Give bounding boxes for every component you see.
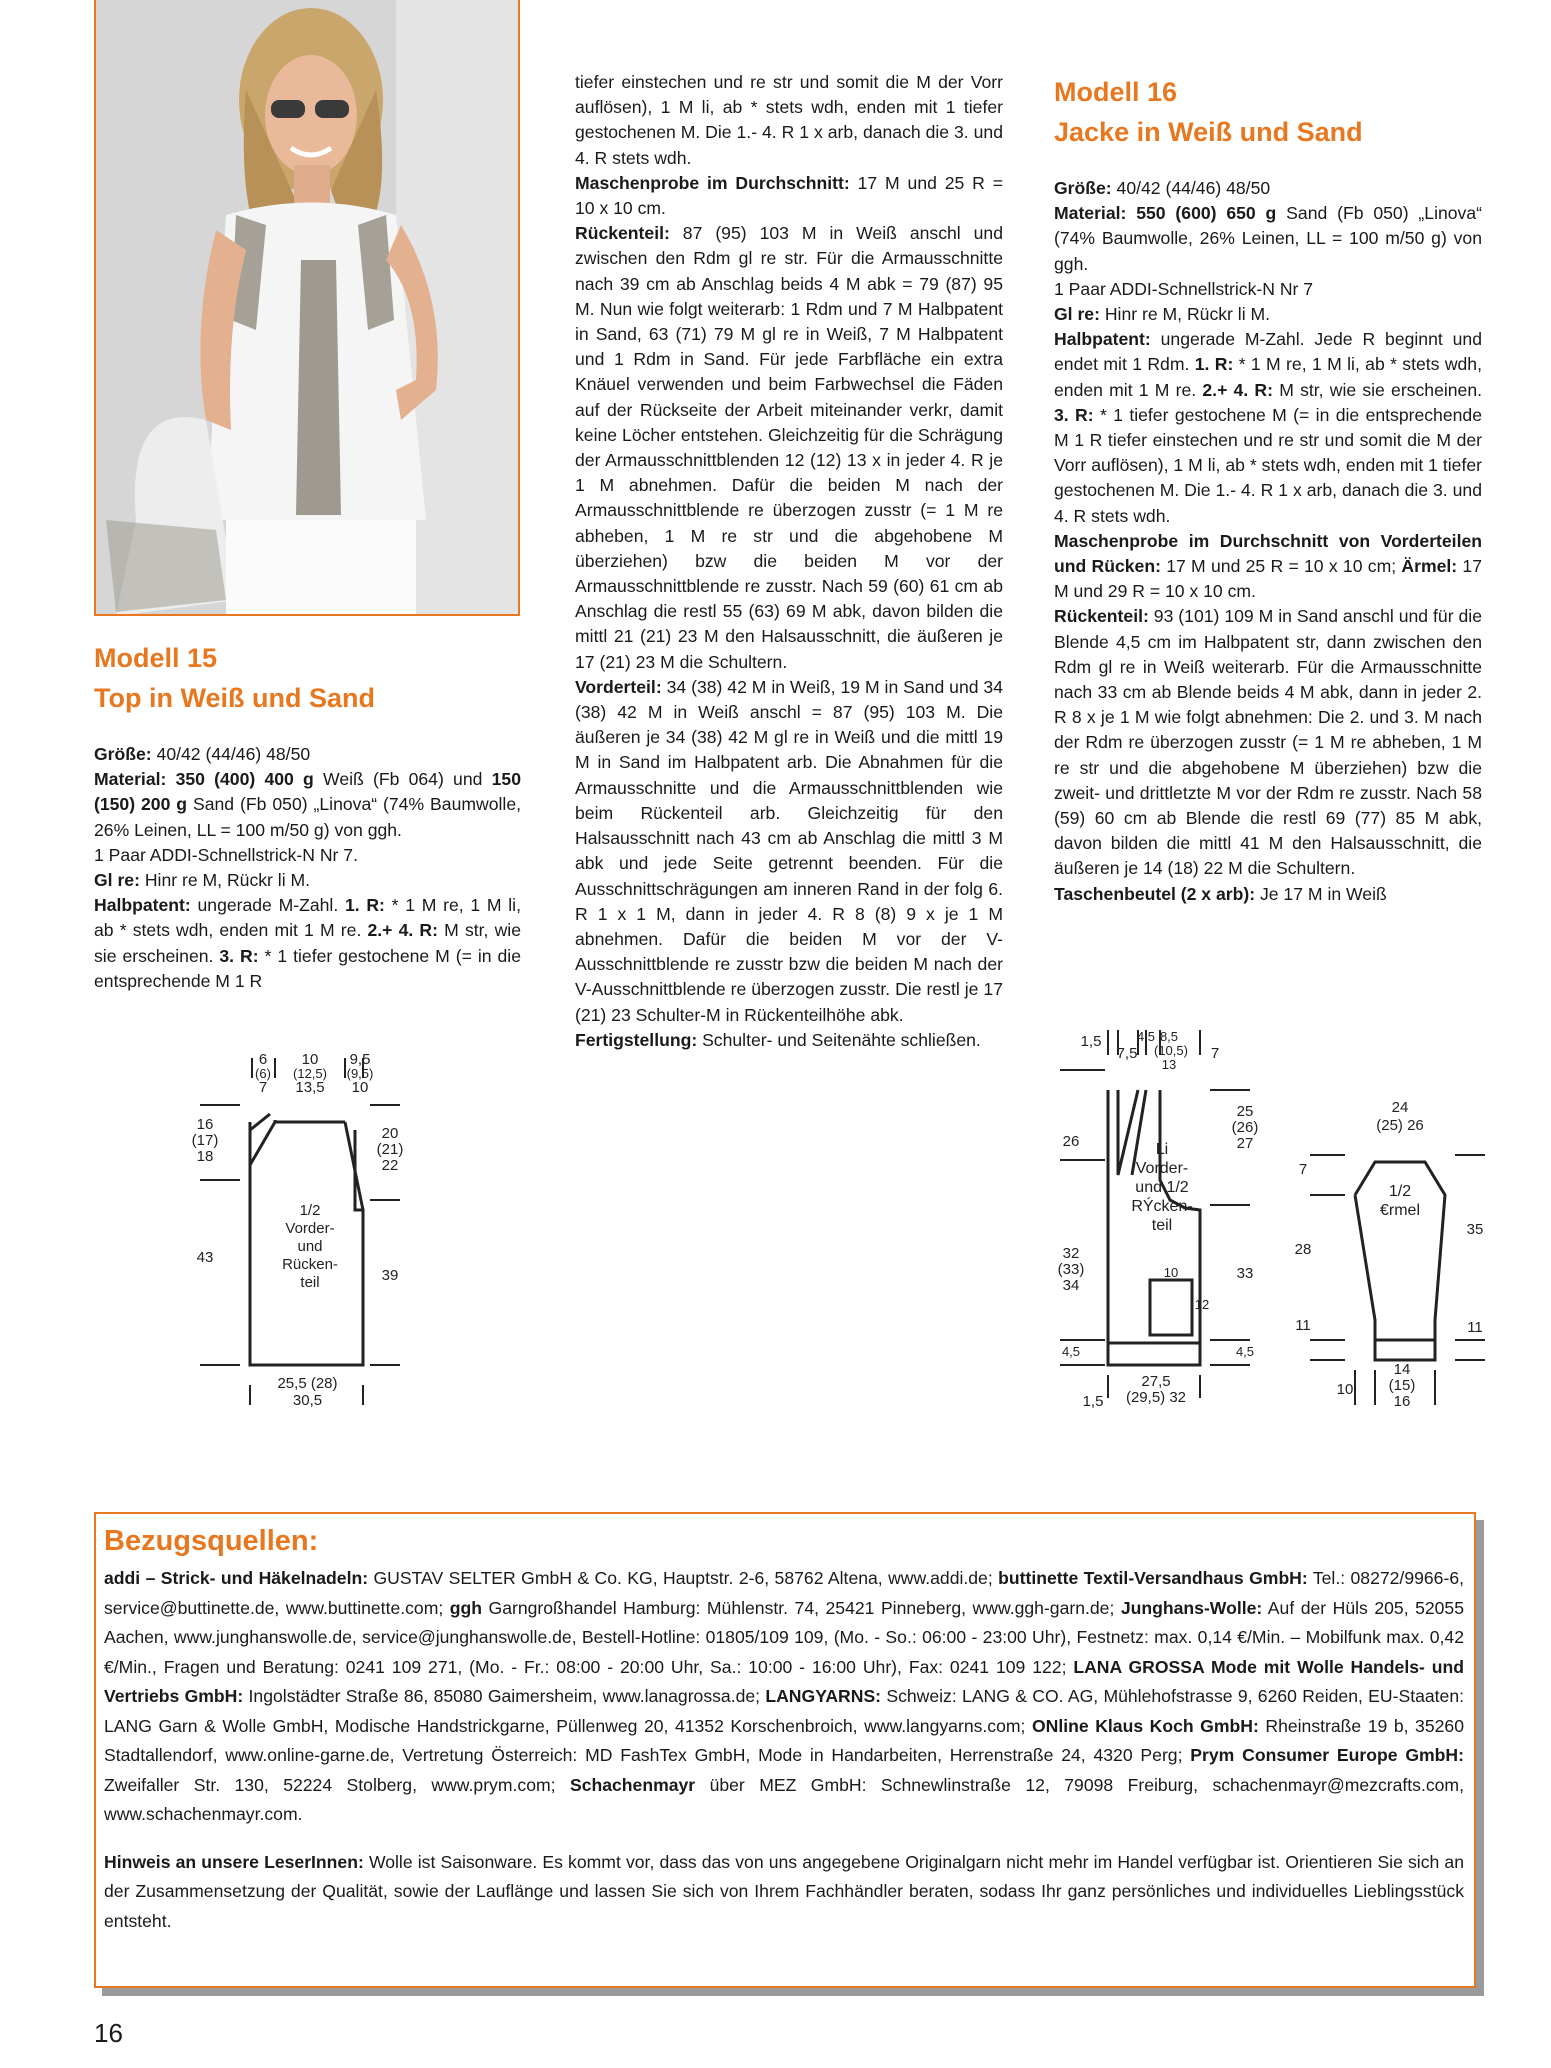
dim-label: 10 xyxy=(351,1079,369,1096)
paragraph xyxy=(1054,882,1482,907)
text: Garngroßhandel Hamburg: Mühlenstr. 74, 25421 Pinneberg, www.ggh-garn.de; xyxy=(482,1597,1121,1618)
model15-heading xyxy=(94,638,375,718)
label: Fertigstellung: xyxy=(575,1029,698,1050)
dim-label: (21) xyxy=(376,1141,404,1158)
page-number: 16 xyxy=(94,2018,123,2048)
dim-label: 25 xyxy=(1236,1103,1254,1120)
paragraph xyxy=(1054,302,1482,327)
model16-sleeve-schematic xyxy=(1290,1100,1490,1420)
model16-front-schematic xyxy=(1050,1030,1290,1420)
dim-label: 16 xyxy=(1393,1393,1411,1410)
label: addi – Strick- und Häkelnadeln: xyxy=(104,1568,369,1588)
dim-label: 1,5 xyxy=(1082,1393,1104,1410)
label-line: 1/2 xyxy=(1388,1183,1412,1200)
label: 1. R: xyxy=(344,895,385,916)
dim-label: 10 xyxy=(301,1051,319,1068)
model15-title: Top in Weiß und Sand xyxy=(94,683,375,713)
text: ungerade M-Zahl. xyxy=(190,895,345,916)
model16-heading xyxy=(1054,72,1363,152)
dim-label: 27,5 xyxy=(1141,1373,1171,1390)
dim-label: 4,5 xyxy=(1061,1344,1081,1359)
label: buttinette Textil-Versandhaus GmbH: xyxy=(998,1568,1308,1588)
box-shadow-right xyxy=(1476,1520,1484,1996)
dim-label: 34 xyxy=(1062,1277,1080,1294)
dim-label: (9,5) xyxy=(346,1066,374,1081)
diagram-center-label xyxy=(1375,1182,1425,1220)
text: * 1 tiefer gestochene M (= in die entsprechende M 1 R tiefer einstechen und re str und somit die M der Vorr auflösen), 1 M li, ab * stets wdh, enden mit 1 tiefer gestochenen M. Die 1.- 4. R 1 x arb, danach die 3. und 4. R stets wdh. xyxy=(1054,404,1482,526)
label-line: €rmel xyxy=(1379,1202,1420,1219)
label: Junghans-Wolle: xyxy=(1120,1597,1263,1618)
dim-label: 14 xyxy=(1393,1361,1411,1378)
text: GUSTAV SELTER GmbH & Co. KG, Hauptstr. 2-6, 58762 Altena, www.addi.de; xyxy=(368,1568,999,1588)
readers-note xyxy=(104,1848,1464,1937)
text: über MEZ GmbH: Schnewlinstraße 12, 79098 Freiburg, schachenmayr@mezcrafts.com, www.schachenmayr.com. xyxy=(104,1774,1464,1824)
text: Zweifaller Str. 130, 52224 Stolberg, www.prym.com; xyxy=(104,1774,570,1795)
dim-label: 26 xyxy=(1062,1133,1080,1150)
dim-label: (12,5) xyxy=(293,1066,327,1081)
dim-label: 7 xyxy=(1210,1045,1220,1062)
text: Sand (Fb 050) „Linova“ (74% Baumwolle, 26% Leinen, LL = 100 m/50 g) von ggh. xyxy=(94,794,521,840)
dim-label: (26) xyxy=(1231,1119,1259,1136)
dim-label: 7,5 xyxy=(1116,1045,1138,1062)
label: 150 (150) 200 g xyxy=(94,769,521,815)
dim-label: 9,5 xyxy=(349,1051,371,1068)
diagram-center-label xyxy=(260,1202,360,1292)
label-line: 1/2 xyxy=(299,1202,321,1219)
label-line: teil xyxy=(1151,1217,1173,1234)
model15-instructions xyxy=(94,742,521,994)
model15-schematic xyxy=(190,1050,430,1410)
paragraph xyxy=(1054,327,1482,529)
text: 40/42 (44/46) 48/50 xyxy=(151,744,311,764)
text: 17 M und 29 R = 10 x 10 cm. xyxy=(1054,556,1482,602)
dim-label: 22 xyxy=(381,1157,399,1174)
label: Gl re: xyxy=(94,870,140,891)
text: Rheinstraße 19 b, 35260 Stadtallendorf, www.online-garne.de, Vertretung Österreich: MD FashTex GmbH, Mode in Handarbeiten, Herrenstraße 24, 4320 Perg; xyxy=(104,1715,1464,1765)
paragraph xyxy=(94,767,521,843)
sources-title: Bezugsquellen: xyxy=(104,1525,319,1557)
label: Taschenbeutel (2 x arb): xyxy=(1054,883,1256,904)
dim-label: 13,5 xyxy=(295,1079,325,1096)
dim-label: 7 xyxy=(1298,1161,1308,1178)
paragraph xyxy=(575,171,1003,221)
paragraph xyxy=(1054,176,1482,201)
text: 93 (101) 109 M in Sand anschl und für die Blende 4,5 cm im Halbpatent str, dann zwischen den Rdm gl re in Weiß weiterarb. Für die Armausschnitte nach 33 cm ab Blende beids 4 M abk, dann in jeder 2. R 8 x je 1 M wie folgt abnehmen: Die 2. und 3. M nach der Rdm re überzogen zusstr (= 1 M re abheben, 1 M re str und die abgehobene M überziehen) bzw die zweit- und drittletzte M vor der Rdm re zusstr. Nach 58 (59) 60 cm ab Blende die restl 69 (77) 85 M abk, davon bilden die mittl 41 M den Halsausschnitt, die äußeren je 14 (18) 22 M die Schultern. xyxy=(1054,606,1482,879)
label-line: RÝcken- xyxy=(1131,1198,1193,1215)
text: * 1 M re, 1 M li, ab * stets wdh, enden mit 1 M re. xyxy=(1054,354,1482,400)
label-line: Vorder- xyxy=(1135,1160,1189,1177)
text: * 1 M re, 1 M li, ab * stets wdh, enden mit 1 M re. xyxy=(94,895,521,941)
text: Ingolstädter Straße 86, 85080 Gaimersheim, www.lanagrossa.de; xyxy=(243,1686,766,1706)
text: Weiß (Fb 064) und xyxy=(313,769,492,790)
dim-label: 10 xyxy=(1336,1381,1354,1398)
paragraph xyxy=(575,675,1003,1028)
label: Material: 550 (600) 650 g xyxy=(1054,203,1277,224)
label: 2.+ 4. R: xyxy=(367,920,438,941)
paragraph xyxy=(1054,201,1482,277)
text: Auf der Hüls 205, 52055 Aachen, www.junghanswolle.de, service@junghanswolle.de, Bestell-Hotline: 01805/109 109, (Mo. - So.: 06:00 - 23:00 Uhr), Festnetz: max. 0,14 €/Min. – Mobilfunk max. 0,42 €/Min., Fragen und Beratung: 0241 109 271, (Mo. - Fr.: 08:00 - 20:00 Uhr, Sa.: 10:00 - 16:00 Uhr), Fax: 0241 109 122; xyxy=(104,1597,1465,1677)
model15-number: Modell 15 xyxy=(94,643,218,673)
dim-label: 28 xyxy=(1294,1241,1312,1258)
label: LANA GROSSA Mode mit Wolle Handels- und Vertriebs GmbH: xyxy=(104,1656,1464,1706)
label: 3. R: xyxy=(219,945,259,966)
label: LANGYARNS: xyxy=(765,1686,882,1706)
dim-label: 18 xyxy=(196,1148,214,1165)
dim-label: 12 xyxy=(1194,1297,1210,1312)
text: Je 17 M in Weiß xyxy=(1255,883,1387,904)
dim-label: 13 xyxy=(1161,1057,1177,1072)
diagram-center-label xyxy=(1122,1140,1202,1235)
dim-label: 39 xyxy=(381,1267,399,1284)
paragraph xyxy=(94,893,521,994)
paragraph xyxy=(575,1028,1003,1053)
dim-label: (29,5) 32 xyxy=(1125,1389,1187,1406)
dim-label: 10 xyxy=(1163,1265,1179,1280)
label: Maschenprobe im Durchschnitt von Vorderteilen und Rücken: xyxy=(1054,530,1482,577)
label: Größe: xyxy=(94,744,152,764)
text: Wolle ist Saisonware. Es kommt vor, dass das von uns angegebene Originalgarn nicht mehr im Handel verfügbar ist. Orientieren Sie sich an der Zusammensetzung der Qualität, sowie der Lauflänge und lassen Sie sich von Ihrem Fachhändler beraten, sodass Ihr ganz persönliches und individuelles Lieblingsstück entsteht. xyxy=(104,1851,1464,1931)
sources-box xyxy=(94,1512,1476,1988)
dim-label: 24 xyxy=(1391,1099,1409,1116)
dim-label: (15) xyxy=(1388,1377,1416,1394)
label-line: Rücken- xyxy=(282,1256,338,1273)
dim-label: 25,5 (28) xyxy=(277,1375,338,1392)
label-line: teil xyxy=(300,1274,320,1291)
sources-list xyxy=(104,1564,1464,1830)
label: 2.+ 4. R: xyxy=(1202,379,1273,400)
text: Hinr re M, Rückr li M. xyxy=(139,870,311,891)
dim-label: 35 xyxy=(1466,1221,1484,1238)
label: Vorderteil: xyxy=(575,676,662,697)
label-line: Vorder- xyxy=(285,1220,335,1237)
box-shadow-bottom xyxy=(102,1988,1484,1996)
paragraph xyxy=(94,742,521,767)
label: Material: 350 (400) 400 g xyxy=(94,769,314,790)
model-photo-illustration xyxy=(96,0,520,616)
label: Hinweis an unsere LeserInnen: xyxy=(104,1851,364,1872)
label-line: Li xyxy=(1155,1141,1169,1158)
label: Schachenmayr xyxy=(569,1774,696,1795)
text: 17 M und 25 R = 10 x 10 cm; xyxy=(1160,556,1402,577)
text: M str, wie sie erscheinen. xyxy=(94,920,521,966)
dim-label: 27 xyxy=(1236,1135,1254,1152)
dim-label: 20 xyxy=(381,1125,399,1142)
paragraph xyxy=(94,868,521,893)
label: Maschenprobe im Durchschnitt: xyxy=(575,172,850,193)
label: Halbpatent: xyxy=(1054,329,1151,350)
dim-label: 6 xyxy=(258,1051,268,1068)
dim-label: 11 xyxy=(1467,1319,1483,1336)
dim-label: 1,5 xyxy=(1080,1033,1102,1050)
label: Halbpatent: xyxy=(94,895,191,916)
text: Sand (Fb 050) „Linova“ (74% Baumwolle, 26% Leinen, LL = 100 m/50 g) von ggh. xyxy=(1054,203,1482,274)
dim-label: 16 xyxy=(196,1116,214,1133)
label: Ärmel: xyxy=(1401,556,1458,577)
dim-label: (6) xyxy=(255,1066,271,1081)
text: Tel.: 08272/9966-6, service@buttinette.de, www.buttinette.com; xyxy=(104,1568,1464,1618)
dim-label: 7 xyxy=(258,1079,268,1096)
label: Rückenteil: xyxy=(575,223,670,244)
text: ungerade M-Zahl. Jede R beginnt und endet mit 1 Rdm. xyxy=(1054,329,1482,375)
paragraph xyxy=(575,221,1003,675)
text: * 1 tiefer gestochene M (= in die entsprechende M 1 R xyxy=(94,945,521,991)
model15-instructions-cont xyxy=(575,70,1003,1053)
dim-label: (10,5) xyxy=(1154,1043,1188,1058)
dim-label: 11 xyxy=(1295,1317,1311,1334)
model16-number: Modell 16 xyxy=(1054,77,1178,107)
label: ONline Klaus Koch GmbH: xyxy=(1031,1715,1259,1736)
dim-label: 33 xyxy=(1236,1265,1254,1282)
dim-label: 32 xyxy=(1062,1245,1080,1262)
paragraph: tiefer einstechen und re str und somit die M der Vorr auflösen), 1 M li, ab * stets wdh, enden mit 1 tiefer gestochenen M. Die 1.- 4. R 1 x arb, danach die 3. und 4. R stets wdh. xyxy=(575,72,1003,168)
label-line: und xyxy=(297,1238,323,1255)
dim-label: (25) 26 xyxy=(1376,1117,1424,1134)
label: Prym Consumer Europe GmbH: xyxy=(1190,1745,1464,1765)
text: 17 M und 25 R = 10 x 10 cm. xyxy=(575,172,1003,219)
paragraph xyxy=(1054,529,1482,605)
text: 40/42 (44/46) 48/50 xyxy=(1111,178,1271,198)
paragraph xyxy=(1054,604,1482,881)
label: Größe: xyxy=(1054,178,1112,198)
text: Schweiz: LANG & CO. AG, Mühlehofstrasse 9, 6260 Reiden, EU-Staaten: LANG Garn & Wolle GmbH, Modische Handstrickgarne, Püllenweg 20, 41352 Korschenbroich, www.langyarns.com; xyxy=(104,1686,1464,1736)
model16-title: Jacke in Weiß und Sand xyxy=(1054,117,1363,147)
dim-label: 4,5 xyxy=(1235,1344,1255,1359)
model-photo xyxy=(94,0,520,616)
text: M str, wie sie erscheinen. xyxy=(1273,379,1483,400)
text: Schulter- und Seitenähte schließen. xyxy=(697,1029,981,1050)
label: 1. R: xyxy=(1194,354,1234,375)
paragraph: 1 Paar ADDI-Schnellstrick-N Nr 7 xyxy=(1054,278,1314,299)
label: ggh xyxy=(449,1597,483,1618)
model16-instructions xyxy=(1054,176,1482,907)
label: 3. R: xyxy=(1054,404,1094,425)
dim-label: (17) xyxy=(191,1132,219,1149)
dim-label: 4,5 xyxy=(1136,1029,1156,1044)
dim-label: 43 xyxy=(196,1249,214,1266)
text: Hinr re M, Rückr li M. xyxy=(1099,304,1271,325)
label: Rückenteil: xyxy=(1054,606,1149,627)
paragraph: 1 Paar ADDI-Schnellstrick-N Nr 7. xyxy=(94,844,358,865)
label: Gl re: xyxy=(1054,304,1100,325)
dim-label: (33) xyxy=(1057,1261,1085,1278)
label-line: und 1/2 xyxy=(1135,1179,1189,1196)
dim-label: 8,5 xyxy=(1159,1029,1179,1044)
text: 87 (95) 103 M in Weiß anschl und zwischen den Rdm gl re str. Für die Armausschnitte nach 39 cm ab Anschlag beids 4 M abk = 79 (87) 95 M. Nun wie folgt weiterarb: 1 Rdm und 7 M Halbpatent in Sand, 63 (71) 79 M gl re in Weiß, 7 M Halbpatent und 1 Rdm in Sand. Für jede Farbfläche ein extra Knäuel verwenden und beim Farbwechsel die Fäden auf der Rückseite der Arbeit miteinander verkr, damit keine Löcher entstehen. Gleichzeitig für die Schrägung der Armausschnittblenden 12 (12) 13 x in jeder 4. R je 1 M abnehmen. Dafür die beiden M nach der Armausschnittblende re überzogen zusstr (= 1 M re abheben, 1 M re str und die abgehobene M überziehen) bzw die beiden M vor der Armausschnittblende re zusstr. Nach 59 (60) 61 cm ab Anschlag die restl 55 (63) 69 M abk, davon bilden die mittl 21 (21) 23 M den Halsausschnitt, die äußeren je 17 (21) 23 M die Schultern. xyxy=(575,223,1003,672)
dim-label: 30,5 xyxy=(292,1392,323,1409)
text: 34 (38) 42 M in Weiß, 19 M in Sand und 34 (38) 42 M in Weiß anschl = 87 (95) 103 M. Die äußeren je 34 (38) 42 M gl re in Weiß und die mittl 19 M in Sand im Halbpatent arb. Die Abnahmen für die Armausschnitte und die Armausschnittblenden wie beim Rückenteil arb. Gleichzeitig für den Halsausschnitt nach 43 cm ab Anschlag die mittl 3 M abk und jede Seite getrennt beenden. Für die Ausschnittschrägungen am inneren Rand in der folg 6. R 1 x 1 M, dann in jeder 4. R 8 (8) 9 x je 1 M abnehmen. Dafür die beiden M vor der V-Ausschnittblende re zusstr bzw die beiden M nach der V-Ausschnittblende re überzogen zusstr. Die restl je 17 (21) 23 Schulter-M in Rückenteilhöhe abk. xyxy=(575,676,1003,1025)
